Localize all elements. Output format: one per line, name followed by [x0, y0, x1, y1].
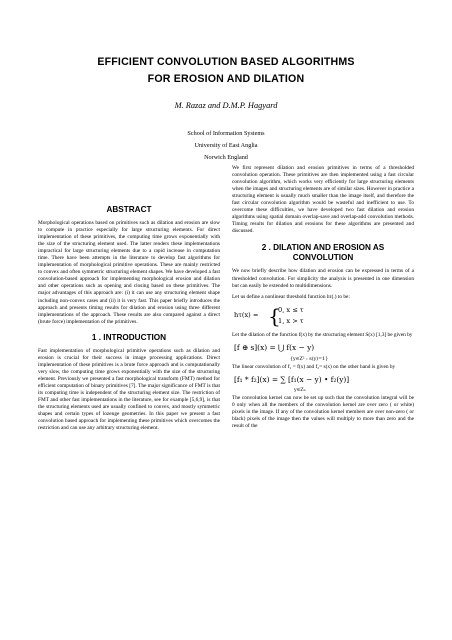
right-paragraph-4: Let the dilation of the function f(x) by the structuring element S(x) [1,3] be given by	[232, 331, 413, 338]
right-paragraph-3: Let us define a nonlinear threshold function hτ(.) to be:	[232, 293, 350, 300]
section2-heading: 2 . DILATION AND EROSION AS CONVOLUTION	[261, 243, 385, 263]
right-paragraph-5: The linear convolution of f₁ = f(x) and f₂= s(x) on the other hand is given by	[232, 363, 396, 370]
abstract-text: Morphological operations based on primitives such as dilation and erosion are slow to compute in practice especially for large structuring elements. For direct implementation of these primitives, the computing time grows exponentially with the size of the structuring element used. The latter renders these implementations impractical for large structuring elements due to a rapid increase in computation time. There have been attempts in the literature to develop fast algorithms for implementation of morphological primitive operations. These are mainly restricted to convex and often symmetric structuring element shapes. We have developed a fast convolution-based approach for implementing morphological erosion and dilation and other operations such as opening and closing based on these primitives. The major advantages of this approach are: (i) it can use any structuring element shape including non-convex cases and (ii) it is very fast. This paper briefly introduces the approach and presents timing results for dilation and erosion using three different implementations of the approach. These results are also compared against a direct (brute force) implementation of the primitives.	[38, 220, 220, 325]
introduction-text: Fast implementation of morphological primitive operations such as dilation and erosion is crucial for their success in image processing applications. Direct implementation of these primitives is a brute force approach and is computationally very slow, the computing time grows exponentially with the size of the structuring element. Previously we presented a fast morphological transform (FMT) method for efficient computation of binary primitives [7]. The major significance of FMT is that its computing time is independent of the structuring element size. The restriction of FMT and other fast implementations in the literature, see for example [5,6,9], is that the structuring elements used are usually confined to convex, and mostly symmetric shapes and certain types of lozenge geometries. In this paper we present a fast convolution based approach for implementing these primitives which overcomes the restriction and can use any arbitrary structuring element.	[38, 347, 220, 432]
affiliation-university: University of East Anglia	[194, 142, 258, 149]
convolution-formula: [f₁ * f₂](x) = ∑ [f₁(x − y) • f₂(y)]	[234, 374, 350, 384]
right-paragraph-6: The convolution kernel can now be set up such that the convolution integral will be 0 only when all the members of the convolution kernel are over zero ( or white) pixels in the image. If any of the convolution kernel members are over non-zero ( or black) pixels of the image then the values will multiply to more than zero and the result of the	[232, 394, 414, 429]
paper-title-line2: FOR EROSION AND DILATION	[147, 73, 305, 85]
convolution-subscript: y∈Zₙ	[294, 387, 306, 393]
dilation-equation	[232, 343, 414, 364]
dilation-formula: [f ⊕ s](x) = ⋃ f(x − y)	[234, 342, 315, 352]
threshold-lhs: hτ(x) =	[234, 310, 259, 319]
dilation-subscript: {y∈Z² : s(y)=1}	[290, 356, 329, 362]
brace-icon: {	[268, 303, 281, 328]
affiliation-school: School of Information Systems	[187, 130, 265, 137]
threshold-case-1: 0, x ≤ τ	[278, 305, 304, 314]
abstract-heading: ABSTRACT	[106, 205, 152, 214]
authors: M. Razaz and D.M.P. Hagyard	[174, 101, 278, 110]
paper-title-line1: EFFICIENT CONVOLUTION BASED ALGORITHMS	[97, 56, 355, 68]
affiliation-city: Norwich England	[204, 154, 248, 161]
right-paragraph-2: We now briefly describe how dilation and erosion can be expressed in terms of a thresholded convolution. For simplicity the analysis is presented in one dimension but can easily be extended to multidimensions.	[232, 268, 414, 289]
right-column	[232, 165, 414, 434]
right-paragraph-1: We first represent dilation and erosion primitives in terms of a thresholded convolution operation. These primitives are then implemented using a fast circular convolution algorithm, which works very efficiently for large structuring elements when the images and structuring elements are of similar sizes. However in practice a structuring element is usually much smaller than the image itself, and therefore the fast circular convolution algorithm would be wasteful and inefficient to use. To overcome these difficulties, we have developed two fast dilation and erosion algorithms using spatial domain overlap-save and overlap-add convolution methods. Timing results for dilation and erosions for these algorithms are presented and discussed.	[232, 165, 414, 235]
threshold-equation	[232, 305, 414, 329]
threshold-case-2: 1, x > τ	[278, 316, 304, 325]
left-column	[38, 205, 220, 436]
convolution-equation	[232, 375, 414, 395]
introduction-heading: 1 . INTRODUCTION	[91, 332, 167, 342]
